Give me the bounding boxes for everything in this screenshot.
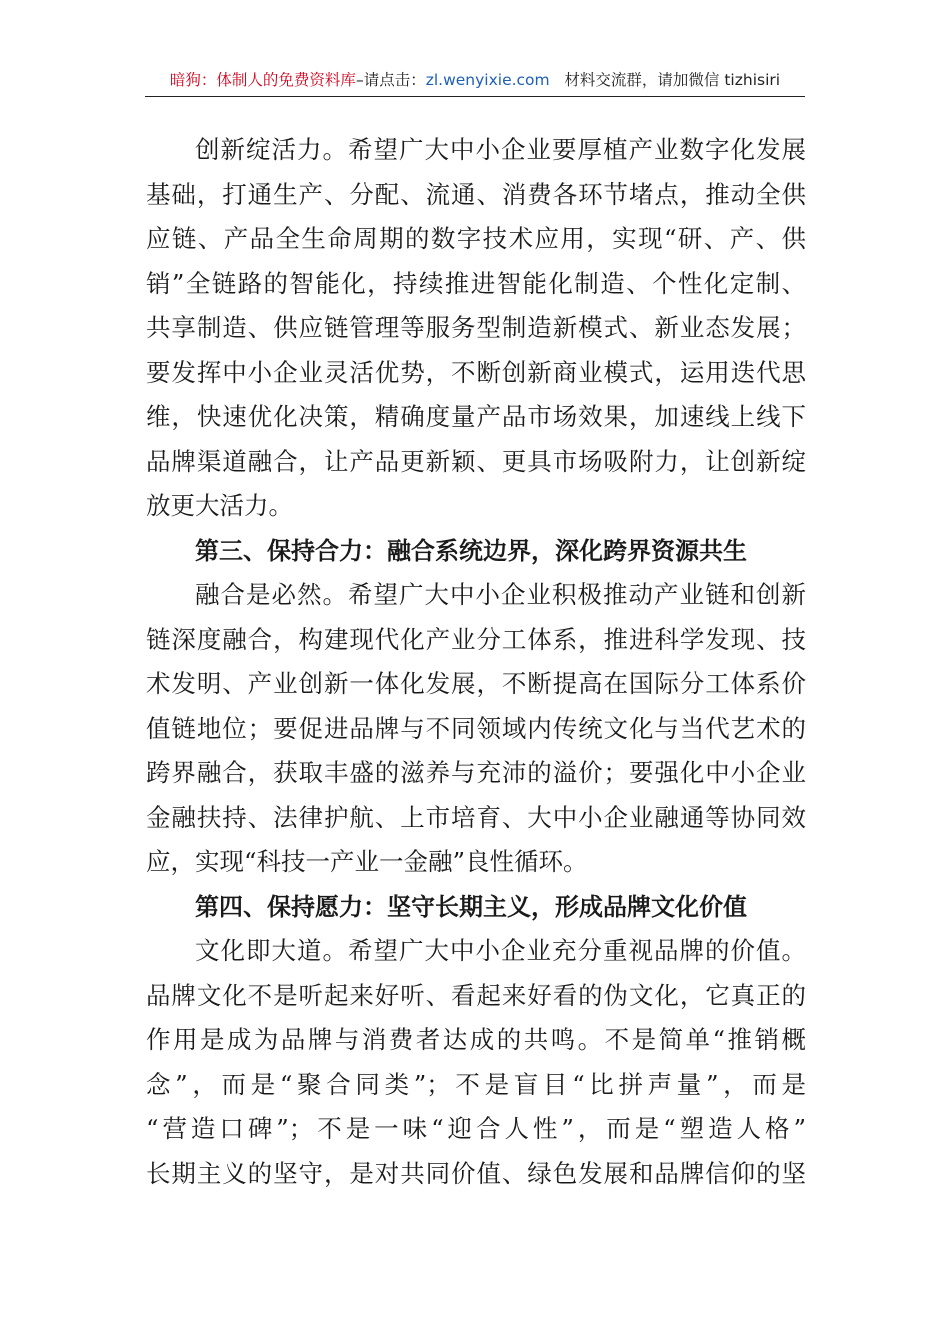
section-heading: 第三、保持合力：融合系统边界，深化跨界资源共生 — [195, 536, 747, 565]
text-line: 品牌渠道融合，让产品更新颖、更具市场吸附力，让创新绽 — [146, 446, 806, 476]
text-line: 作用是成为品牌与消费者达成的共鸣。不是简单“推销概 — [146, 1025, 806, 1054]
text-line: 应，实现“科技一产业一金融”良性循环。 — [146, 847, 588, 876]
text-line: 应链、产品全生命周期的数字技术应用，实现“研、产、供 — [146, 224, 806, 253]
text-line: 链深度融合，构建现代化产业分工体系，推进科学发现、技 — [146, 624, 806, 654]
text-line: 共享制造、供应链管理等服务型制造新模式、新业态发展； — [146, 313, 806, 342]
document-body — [146, 128, 806, 1196]
header-site-name: 暗狗：体制人的免费资料库 — [169, 71, 356, 89]
text-line: 长期主义的坚守，是对共同价值、绿色发展和品牌信仰的坚 — [146, 1158, 806, 1188]
header-group-text: 材料交流群，请加微信 tizhisiri — [564, 71, 781, 89]
text-line: 融合是必然。希望广大中小企业积极推动产业链和创新 — [195, 580, 806, 609]
text-line: 要发挥中小企业灵活优势，不断创新商业模式，运用迭代思 — [146, 357, 806, 387]
text-line: “营造口碑”；不是一味“迎合人性”，而是“塑造人格” — [146, 1114, 806, 1143]
text-line: 品牌文化不是听起来好听、看起来好看的伪文化，它真正的 — [146, 980, 806, 1010]
text-line: 销”全链路的智能化，持续推进智能化制造、个性化定制、 — [146, 268, 806, 298]
text-line: 术发明、产业创新一体化发展，不断提高在国际分工体系价 — [146, 669, 806, 698]
text-line: 基础，打通生产、分配、流通、消费各环节堵点，推动全供 — [146, 179, 806, 209]
text-line: 念”，而是“聚合同类”；不是盲目“比拼声量”，而是 — [146, 1069, 806, 1099]
text-line: 维，快速优化决策，精确度量产品市场效果，加速线上线下 — [146, 402, 806, 431]
text-line: 放更大活力。 — [146, 491, 293, 520]
text-line: 金融扶持、法律护航、上市培育、大中小企业融通等协同效 — [146, 802, 806, 832]
text-line: 文化即大道。希望广大中小企业充分重视品牌的价值。 — [195, 936, 806, 965]
page-header — [145, 66, 805, 97]
text-line: 跨界融合，获取丰盛的滋养与充沛的溢价；要强化中小企业 — [146, 758, 806, 787]
header-url-link[interactable]: zl.wenyixie.com — [425, 71, 550, 89]
section-heading: 第四、保持愿力：坚守长期主义，形成品牌文化价值 — [195, 892, 747, 921]
text-line: 创新绽活力。希望广大中小企业要厚植产业数字化发展 — [195, 135, 806, 164]
header-click-text: –请点击： — [355, 71, 426, 89]
text-line: 值链地位；要促进品牌与不同领域内传统文化与当代艺术的 — [146, 713, 806, 743]
